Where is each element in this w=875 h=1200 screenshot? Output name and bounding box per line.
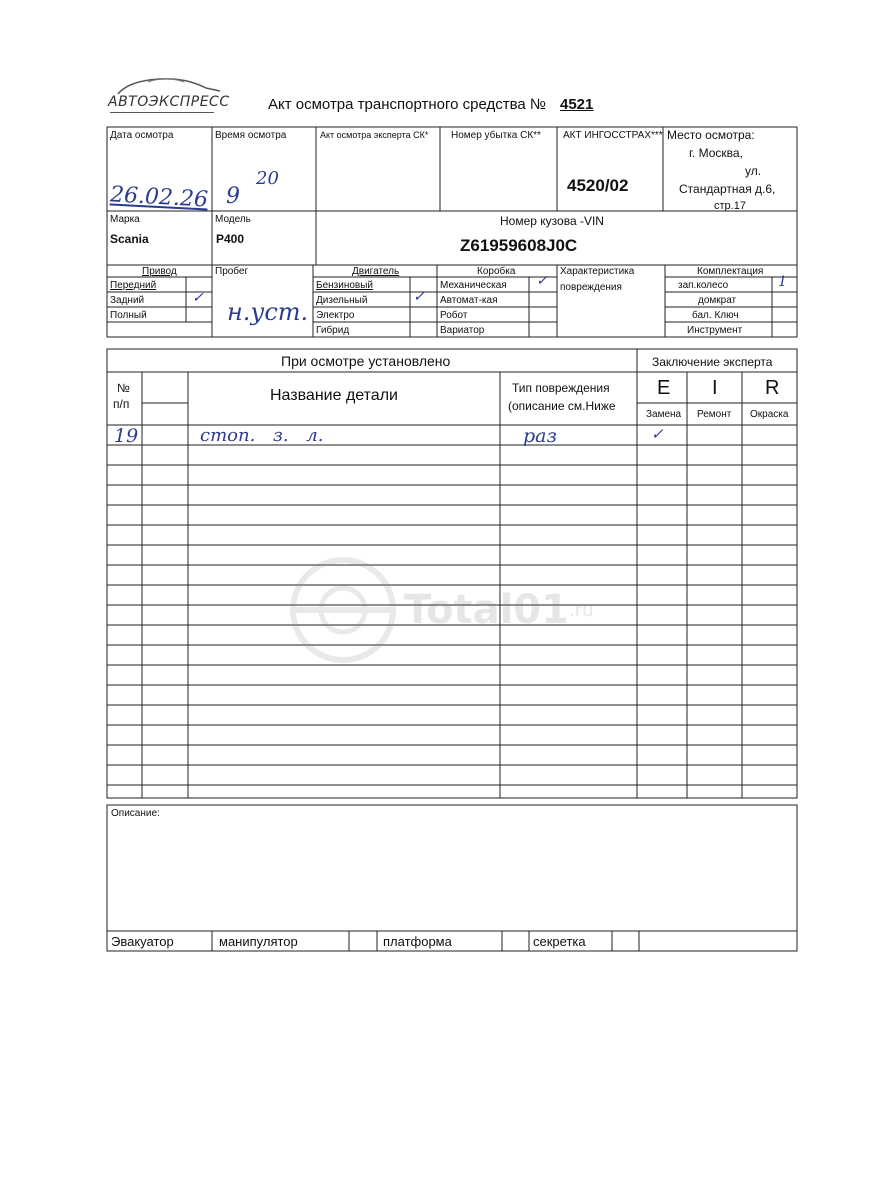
expert-act-label: Акт осмотра эксперта СК* [320, 130, 429, 140]
expert-col-replace: Замена [646, 409, 682, 420]
description-label: Описание: [111, 808, 160, 819]
time-hours-handwritten: 9 [226, 184, 240, 209]
vin-label: Номер кузова -VIN [500, 214, 604, 228]
expert-col-paint: Окраска [750, 409, 789, 420]
engine-diesel-check: ✓ [413, 289, 425, 305]
expert-col-repair: Ремонт [697, 409, 732, 420]
damage-char-label-1: Характеристика [560, 266, 635, 277]
drive-title: Привод [142, 266, 177, 277]
row-1-replace-check: ✓ [651, 425, 664, 443]
row-number-label-1: № [117, 381, 130, 395]
ingos-act-label: АКТ ИНГОССТРАХ*** [563, 130, 663, 141]
place-label: Место осмотра: [667, 128, 755, 142]
engine-petrol: Бензиновый [316, 280, 373, 291]
place-value-1: г. Москва, [689, 146, 743, 160]
row-1-number: 19 [114, 425, 139, 447]
gearbox-title: Коробка [477, 266, 516, 277]
inspection-title: При осмотре установлено [281, 353, 451, 369]
engine-title: Двигатель [352, 266, 400, 277]
watermark-text: Total01 [404, 587, 569, 633]
gearbox-auto: Автомат-кая [440, 295, 498, 306]
logo-text: АВТОЭКСПРЕСС [108, 94, 230, 110]
mileage-label: Пробег [215, 266, 249, 277]
evacuator-option-manipulator: манипулятор [219, 934, 298, 949]
watermark-suffix: .ru [568, 599, 594, 621]
gearbox-robot: Робот [440, 310, 468, 321]
part-name-label: Название детали [270, 387, 398, 404]
evacuator-label: Эвакуатор [111, 934, 174, 949]
expert-letter-e: E [657, 377, 671, 399]
row-1-damage: раз [523, 425, 557, 447]
damage-char-label-2: повреждения [560, 282, 622, 293]
damage-type-label-1: Тип повреждения [512, 381, 610, 395]
evacuator-option-platform: платформа [383, 934, 452, 949]
drive-front: Передний [110, 280, 157, 291]
loss-number-label: Номер убытка СК** [451, 130, 541, 141]
vin-value: Z61959608J0C [460, 236, 578, 255]
drive-rear-check: ✓ [192, 290, 204, 306]
make-label: Марка [110, 214, 140, 225]
ingos-act-value: 4520/02 [567, 176, 629, 195]
equipment-jack: домкрат [698, 295, 737, 306]
watermark-wheel-icon [288, 555, 398, 665]
model-label: Модель [215, 214, 251, 225]
document-number: 4521 [560, 96, 594, 113]
gearbox-manual: Механическая [440, 280, 507, 291]
equipment-spare-mark: 1 [778, 274, 787, 290]
gearbox-cvt: Вариатор [440, 325, 485, 336]
row-1-part: стоп. з. л. [200, 425, 324, 446]
engine-hybrid: Гибрид [316, 325, 350, 336]
drive-rear: Задний [110, 295, 145, 306]
watermark [288, 555, 593, 665]
date-handwritten: 26.02.26 [109, 182, 209, 213]
place-value-3: Стандартная д.6, [679, 182, 776, 196]
place-value-2: ул. [745, 164, 762, 178]
date-label: Дата осмотра [110, 130, 174, 141]
expert-letter-i: I [712, 377, 718, 399]
engine-diesel: Дизельный [316, 295, 368, 306]
evacuator-option-lock: секретка [533, 934, 586, 949]
expert-title: Заключение эксперта [652, 355, 773, 369]
equipment-spare: зап.колесо [678, 280, 729, 291]
place-value-4: стр.17 [714, 200, 746, 212]
document-title: Акт осмотра транспортного средства № [268, 96, 547, 113]
equipment-title: Комплектация [697, 266, 764, 277]
time-label: Время осмотра [215, 130, 287, 141]
make-value: Scania [110, 232, 149, 246]
mileage-handwritten: н.уст. [227, 298, 309, 326]
equipment-wrench: бал. Ключ [692, 310, 739, 321]
equipment-tools: Инструмент [687, 325, 743, 336]
engine-electric: Электро [316, 310, 355, 321]
row-number-label-2: п/п [113, 397, 130, 411]
gearbox-manual-check: ✓ [536, 273, 548, 289]
damage-type-label-2: (описание см.Ниже [508, 399, 616, 413]
model-value: P400 [216, 232, 245, 246]
expert-letter-r: R [765, 377, 780, 399]
time-minutes-handwritten: 20 [256, 168, 279, 189]
drive-full: Полный [110, 310, 147, 321]
